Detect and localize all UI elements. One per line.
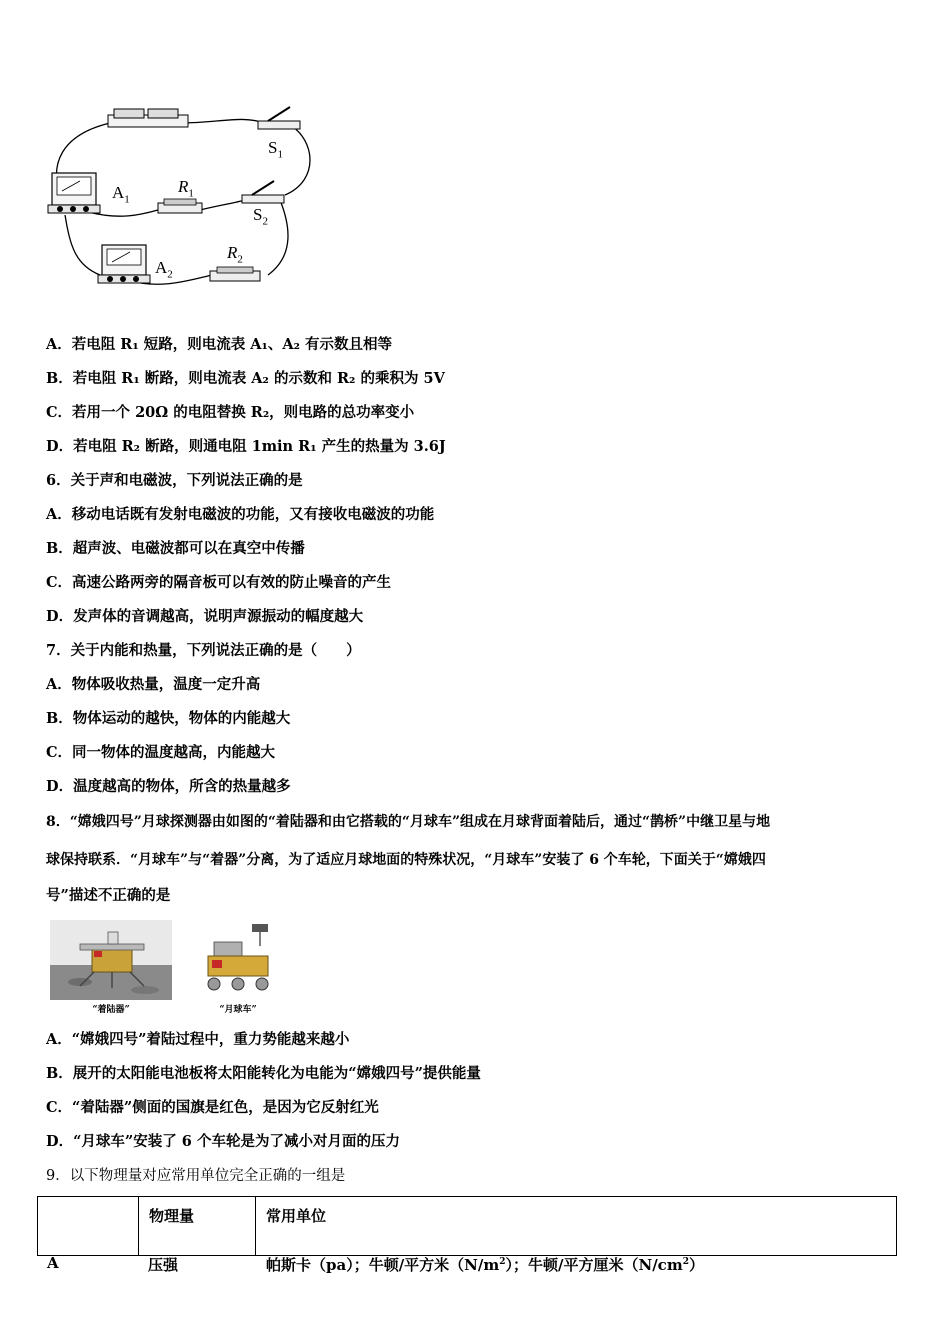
label-r1: $R_1$ (178, 177, 194, 200)
table-header-cell: 常用单位 (256, 1197, 897, 1256)
q6-option-a: A．移动电话既有发射电磁波的功能，又有接收电磁波的功能 (46, 506, 435, 523)
table-header-row (38, 1197, 897, 1256)
row-a-quantity: 压强 (148, 1256, 179, 1274)
q8-stem-line1: 8．“嫦娥四号”月球探测器由如图的“着陆器和由它搭载的“月球车”组成在月球背面着陆后，通过“鹊桥”中继卫星与地 (46, 814, 771, 830)
q8-stem-line3: 号”描述不正确的是 (46, 887, 171, 904)
q6-option-b: B．超声波、电磁波都可以在真空中传播 (46, 540, 305, 557)
table-header-cell: 物理量 (139, 1197, 256, 1256)
q8-option-d: D．“月球车”安装了 6 个车轮是为了减小对月面的压力 (46, 1133, 400, 1150)
q9-stem: 9．以下物理量对应常用单位完全正确的一组是 (46, 1168, 346, 1184)
q7-option-d: D．温度越高的物体，所含的热量越多 (46, 778, 291, 795)
label-a1: $A_1$ (112, 183, 130, 206)
q5-option-a: A．若电阻 R₁ 短路，则电流表 A₁、A₂ 有示数且相等 (46, 336, 393, 353)
label-r2: $R_2$ (227, 243, 243, 266)
lander-image (50, 920, 172, 1000)
q8-option-a: A．“嫦娥四号”着陆过程中，重力势能越来越小 (46, 1031, 350, 1048)
table-header-cell (38, 1197, 139, 1256)
q7-option-b: B．物体运动的越快，物体的内能越大 (46, 710, 291, 727)
rover-image (188, 920, 288, 1000)
q5-option-c: C．若用一个 20Ω 的电阻替换 R₂，则电路的总功率变小 (46, 404, 415, 421)
rover-figure (188, 920, 288, 1015)
q7-option-c: C．同一物体的温度越高，内能越大 (46, 744, 276, 761)
q6-stem: 6．关于声和电磁波，下列说法正确的是 (46, 472, 303, 489)
q8-option-b: B．展开的太阳能电池板将太阳能转化为电能为“嫦娥四号”提供能量 (46, 1065, 481, 1082)
lander-figure (50, 920, 172, 1015)
q5-option-b: B．若电阻 R₁ 断路，则电流表 A₂ 的示数和 R₂ 的乘积为 5V (46, 370, 445, 387)
circuit-diagram (40, 95, 340, 300)
q6-option-c: C．高速公路两旁的隔音板可以有效的防止噪音的产生 (46, 574, 392, 591)
lander-caption: “着陆器” (92, 1005, 130, 1015)
q7-option-a: A．物体吸收热量，温度一定升高 (46, 676, 261, 693)
q6-option-d: D．发声体的音调越高，说明声源振动的幅度越大 (46, 608, 364, 625)
units-table (37, 1196, 897, 1256)
q5-option-d: D．若电阻 R₂ 断路，则通电阻 1min R₁ 产生的热量为 3.6J (46, 438, 446, 455)
row-a-option: A (47, 1254, 59, 1272)
row-a-units: 帕斯卡（pa）；牛顿/平方米$(N/m^2)$；牛顿/平方厘米$(N/cm^2)$ (266, 1256, 704, 1274)
q7-stem: 7．关于内能和热量，下列说法正确的是（ ） (46, 642, 361, 659)
label-s2: $S_2$ (253, 205, 268, 228)
label-s1: $S_1$ (268, 138, 283, 161)
q8-stem-line2: 球保持联系．“月球车”与“着器”分离，为了适应月球地面的特殊状况，“月球车”安装了 6 个车轮，下面关于“嫦娥四 (46, 852, 766, 868)
q8-option-c: C．“着陆器”侧面的国旗是红色，是因为它反射红光 (46, 1099, 379, 1116)
rover-caption: “月球车” (219, 1005, 257, 1015)
label-a2: $A_2$ (155, 258, 173, 281)
